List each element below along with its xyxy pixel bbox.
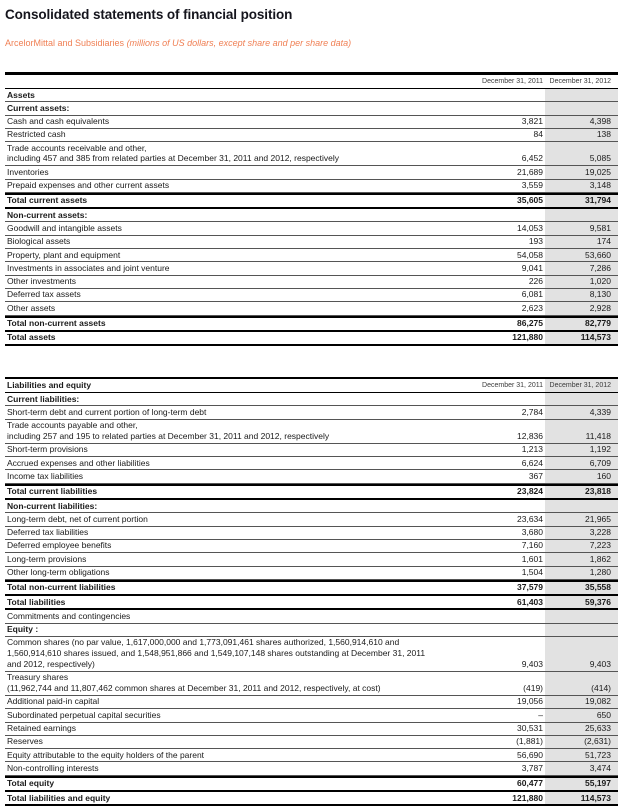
table-row bbox=[5, 193, 618, 209]
row-label: Subordinated perpetual capital securities bbox=[7, 709, 161, 720]
table-row bbox=[5, 289, 618, 302]
value-2012: 2,928 bbox=[545, 302, 618, 314]
value-2011: 3,787 bbox=[521, 762, 543, 773]
row-label: Total non-current assets bbox=[7, 318, 106, 329]
value-2012: 35,558 bbox=[545, 582, 618, 594]
value-2012: 174 bbox=[545, 236, 618, 248]
value-2012: 114,573 bbox=[545, 332, 618, 344]
row-label: Total assets bbox=[7, 332, 56, 343]
value-2012: 9,581 bbox=[545, 222, 618, 234]
row-label: Accrued expenses and other liabilities bbox=[7, 457, 150, 468]
table-row bbox=[5, 723, 618, 736]
row-label: Non-controlling interests bbox=[7, 762, 99, 773]
row-label: Investments in associates and joint venture bbox=[7, 262, 170, 273]
column-header-2011: December 31, 2011 bbox=[482, 382, 543, 390]
row-label: Reserves bbox=[7, 736, 43, 747]
value-2012: 1,280 bbox=[545, 567, 618, 579]
table-row bbox=[5, 749, 618, 762]
row-label: Inventories bbox=[7, 166, 49, 177]
value-2011: 60,477 bbox=[517, 778, 543, 789]
value-2011 bbox=[457, 511, 545, 513]
value-2012: 3,148 bbox=[545, 180, 618, 192]
value-2011: 23,824 bbox=[517, 486, 543, 497]
value-2012: 19,025 bbox=[545, 166, 618, 178]
value-2012: 11,418 bbox=[545, 420, 618, 443]
table-row bbox=[5, 316, 618, 332]
value-2012: 160 bbox=[545, 470, 618, 482]
row-label: Long-term provisions bbox=[7, 553, 87, 564]
table-row bbox=[5, 540, 618, 553]
value-2012: 8,130 bbox=[545, 289, 618, 301]
table-row bbox=[5, 209, 618, 222]
row-label: Total current liabilities bbox=[7, 486, 98, 497]
table-row bbox=[5, 302, 618, 315]
row-label: Property, plant and equipment bbox=[7, 249, 121, 260]
value-2012: 19,082 bbox=[545, 696, 618, 708]
table-row bbox=[5, 222, 618, 235]
value-2011: 1,504 bbox=[521, 567, 543, 577]
value-2011: 226 bbox=[528, 276, 543, 287]
row-label: Total non-current liabilities bbox=[7, 582, 116, 593]
row-label: Deferred tax liabilities bbox=[7, 527, 89, 538]
column-header-2012: December 31, 2012 bbox=[545, 379, 618, 392]
value-2011: (1,881) bbox=[516, 736, 543, 747]
value-2012 bbox=[545, 89, 618, 101]
row-label: Common shares (no par value, 1,617,000,000 and 1,773,091,461 shares authorized, 1,560,914,610 and 1,560,914,610 shares issued, and 1,548,951,866 and 1,549,107,148 shares outstanding at December 31, 2011 and 2012, respectively) bbox=[7, 637, 426, 670]
row-label: Prepaid expenses and other current assets bbox=[7, 180, 170, 191]
row-label: Other investments bbox=[7, 276, 76, 287]
value-2011: (419) bbox=[523, 683, 543, 694]
row-label: Equity attributable to the equity holders of the parent bbox=[7, 749, 205, 760]
value-2011 bbox=[457, 100, 545, 102]
value-2011: 3,821 bbox=[521, 116, 543, 127]
table-row bbox=[5, 580, 618, 596]
row-label: Total liabilities and equity bbox=[7, 792, 111, 803]
table-gap bbox=[5, 346, 619, 377]
value-2012: 138 bbox=[545, 129, 618, 141]
row-label: Current assets: bbox=[7, 102, 70, 113]
value-2012: 3,474 bbox=[545, 762, 618, 774]
value-2011: 19,056 bbox=[517, 696, 543, 707]
table-row bbox=[5, 102, 618, 115]
table-row bbox=[5, 696, 618, 709]
value-2011 bbox=[457, 634, 545, 636]
table-row bbox=[5, 166, 618, 179]
value-2012: 82,779 bbox=[545, 318, 618, 330]
table-row bbox=[5, 553, 618, 566]
row-label: Treasury shares (11,962,744 and 11,807,462 common shares at December 31, 2011 and 2012, respectively, at cost) bbox=[7, 672, 381, 694]
row-label: Trade accounts receivable and other, including 457 and 385 from related parties at December 31, 2011 and 2012, respectively bbox=[7, 142, 340, 164]
value-2012: (2,631) bbox=[545, 736, 618, 748]
value-2011: 1,601 bbox=[521, 553, 543, 564]
value-2012: 51,723 bbox=[545, 749, 618, 761]
value-2011: 30,531 bbox=[517, 723, 543, 734]
value-2011: 6,452 bbox=[521, 153, 543, 164]
value-2012: 6,709 bbox=[545, 457, 618, 469]
assets-table-header bbox=[5, 75, 618, 89]
value-2011: 12,836 bbox=[517, 431, 543, 442]
row-label: Other assets bbox=[7, 302, 56, 313]
assets-table-body bbox=[5, 89, 618, 346]
value-2011: 84 bbox=[533, 129, 543, 140]
row-label: Short-term debt and current portion of long-term debt bbox=[7, 406, 207, 417]
table-row bbox=[5, 610, 618, 623]
table-row bbox=[5, 776, 618, 792]
value-2011 bbox=[457, 220, 545, 222]
table-row bbox=[5, 444, 618, 457]
table-row bbox=[5, 89, 618, 102]
liabilities-table-body bbox=[5, 393, 618, 806]
value-2011: 14,053 bbox=[517, 222, 543, 233]
table-row bbox=[5, 262, 618, 275]
table-row bbox=[5, 180, 618, 193]
value-2012: 1,862 bbox=[545, 553, 618, 565]
value-2011: 121,880 bbox=[512, 792, 543, 803]
value-2011: 21,689 bbox=[517, 166, 543, 177]
row-label: Cash and cash equivalents bbox=[7, 116, 110, 127]
column-header-2012: December 31, 2012 bbox=[549, 78, 611, 85]
value-2012: 1,192 bbox=[545, 444, 618, 456]
value-2012: 23,818 bbox=[545, 486, 618, 498]
table-row bbox=[5, 457, 618, 470]
table-row bbox=[5, 527, 618, 540]
value-2011: 193 bbox=[528, 236, 543, 247]
table-row bbox=[5, 596, 618, 610]
row-label: Assets bbox=[7, 89, 35, 100]
value-2012: 59,376 bbox=[545, 596, 618, 608]
table-row bbox=[5, 484, 618, 500]
table-row bbox=[5, 736, 618, 749]
row-label: Total current assets bbox=[7, 195, 88, 206]
table-row bbox=[5, 142, 618, 166]
value-2012: 55,197 bbox=[545, 778, 618, 790]
value-2012: 5,085 bbox=[545, 142, 618, 165]
value-2012: 4,398 bbox=[545, 116, 618, 128]
page-title: Consolidated statements of financial position bbox=[5, 7, 293, 22]
table-row bbox=[5, 500, 618, 513]
value-2011: 3,680 bbox=[521, 527, 543, 538]
value-2011: 9,041 bbox=[521, 262, 543, 273]
table-row bbox=[5, 637, 618, 672]
liabilities-table-header bbox=[5, 377, 618, 393]
row-label: Long-term debt, net of current portion bbox=[7, 513, 148, 524]
value-2011: 3,559 bbox=[521, 180, 543, 191]
table-row bbox=[5, 513, 618, 526]
table-row bbox=[5, 567, 618, 580]
column-header-2011: December 31, 2011 bbox=[482, 78, 543, 85]
row-label: Deferred tax assets bbox=[7, 289, 81, 300]
table-row bbox=[5, 116, 618, 129]
table-row bbox=[5, 420, 618, 444]
value-2011: 7,160 bbox=[521, 540, 543, 551]
row-label: Restricted cash bbox=[7, 129, 66, 140]
table-row bbox=[5, 406, 618, 419]
value-2011: 9,403 bbox=[521, 659, 543, 670]
subtitle-note: (millions of US dollars, except share and per share data) bbox=[126, 38, 352, 48]
row-label: Deferred employee benefits bbox=[7, 540, 112, 551]
value-2011: 23,634 bbox=[517, 513, 543, 524]
value-2011: 121,880 bbox=[512, 332, 543, 343]
value-2012: 21,965 bbox=[545, 513, 618, 525]
value-2012: 9,403 bbox=[545, 637, 618, 671]
row-label: Other long-term obligations bbox=[7, 567, 110, 577]
value-2012 bbox=[545, 500, 618, 512]
table-row bbox=[5, 672, 618, 696]
value-2011: 35,605 bbox=[517, 195, 543, 206]
table-row bbox=[5, 276, 618, 289]
row-label: Short-term provisions bbox=[7, 444, 88, 455]
row-label: Goodwill and intangible assets bbox=[7, 222, 122, 233]
row-label: Trade accounts payable and other, including 257 and 195 to related parties at December 31, 2011 and 2012, respectively bbox=[7, 420, 330, 442]
value-2011: 2,623 bbox=[521, 302, 543, 313]
value-2012 bbox=[545, 102, 618, 114]
row-label: Current liabilities: bbox=[7, 393, 80, 404]
value-2011: 61,403 bbox=[517, 596, 543, 607]
value-2012: 1,020 bbox=[545, 276, 618, 288]
value-2012: 7,223 bbox=[545, 540, 618, 552]
value-2012 bbox=[545, 209, 618, 221]
table-row bbox=[5, 792, 618, 806]
value-2012 bbox=[545, 610, 618, 622]
value-2011: 1,213 bbox=[521, 444, 543, 455]
value-2012: 53,660 bbox=[545, 249, 618, 261]
value-2011: 37,579 bbox=[517, 582, 543, 593]
row-label: Non-current assets: bbox=[7, 209, 88, 220]
value-2011 bbox=[457, 404, 545, 406]
table-row bbox=[5, 393, 618, 406]
row-label: Income tax liabilities bbox=[7, 470, 84, 481]
value-2011: – bbox=[538, 709, 543, 720]
subtitle-company: ArcelorMittal and Subsidiaries bbox=[5, 38, 127, 48]
row-label: Equity : bbox=[7, 624, 39, 635]
value-2012: 7,286 bbox=[545, 262, 618, 274]
subtitle bbox=[5, 38, 619, 48]
table-row bbox=[5, 470, 618, 483]
value-2011: 6,081 bbox=[521, 289, 543, 300]
table-row bbox=[5, 332, 618, 346]
value-2011: 56,690 bbox=[517, 749, 543, 760]
row-label: Commitments and contingencies bbox=[7, 610, 131, 621]
value-2012: 650 bbox=[545, 709, 618, 721]
table-row bbox=[5, 236, 618, 249]
table-row bbox=[5, 709, 618, 722]
value-2012 bbox=[545, 624, 618, 636]
value-2011: 6,624 bbox=[521, 457, 543, 468]
value-2012: 3,228 bbox=[545, 527, 618, 539]
value-2012 bbox=[545, 393, 618, 405]
value-2012: 114,573 bbox=[545, 792, 618, 804]
table-row bbox=[5, 762, 618, 775]
value-2012: (414) bbox=[545, 672, 618, 695]
table-row bbox=[5, 249, 618, 262]
row-label: Non-current liabilities: bbox=[7, 500, 98, 511]
value-2011: 2,784 bbox=[521, 406, 543, 417]
value-2011 bbox=[457, 113, 545, 115]
value-2012: 31,794 bbox=[545, 195, 618, 207]
row-label: Biological assets bbox=[7, 236, 71, 247]
table-row bbox=[5, 129, 618, 142]
value-2012: 4,339 bbox=[545, 406, 618, 418]
table-header-label bbox=[5, 86, 457, 88]
value-2011: 367 bbox=[528, 470, 543, 481]
value-2011: 54,058 bbox=[517, 249, 543, 260]
table-header-label: Liabilities and equity bbox=[7, 380, 92, 391]
table-row bbox=[5, 624, 618, 637]
assets-table bbox=[5, 72, 618, 346]
row-label: Total liabilities bbox=[7, 596, 66, 607]
value-2011 bbox=[457, 621, 545, 623]
row-label: Additional paid-in capital bbox=[7, 696, 100, 707]
row-label: Total equity bbox=[7, 778, 55, 789]
value-2012: 25,633 bbox=[545, 723, 618, 735]
row-label: Retained earnings bbox=[7, 723, 76, 734]
value-2011: 86,275 bbox=[517, 318, 543, 329]
